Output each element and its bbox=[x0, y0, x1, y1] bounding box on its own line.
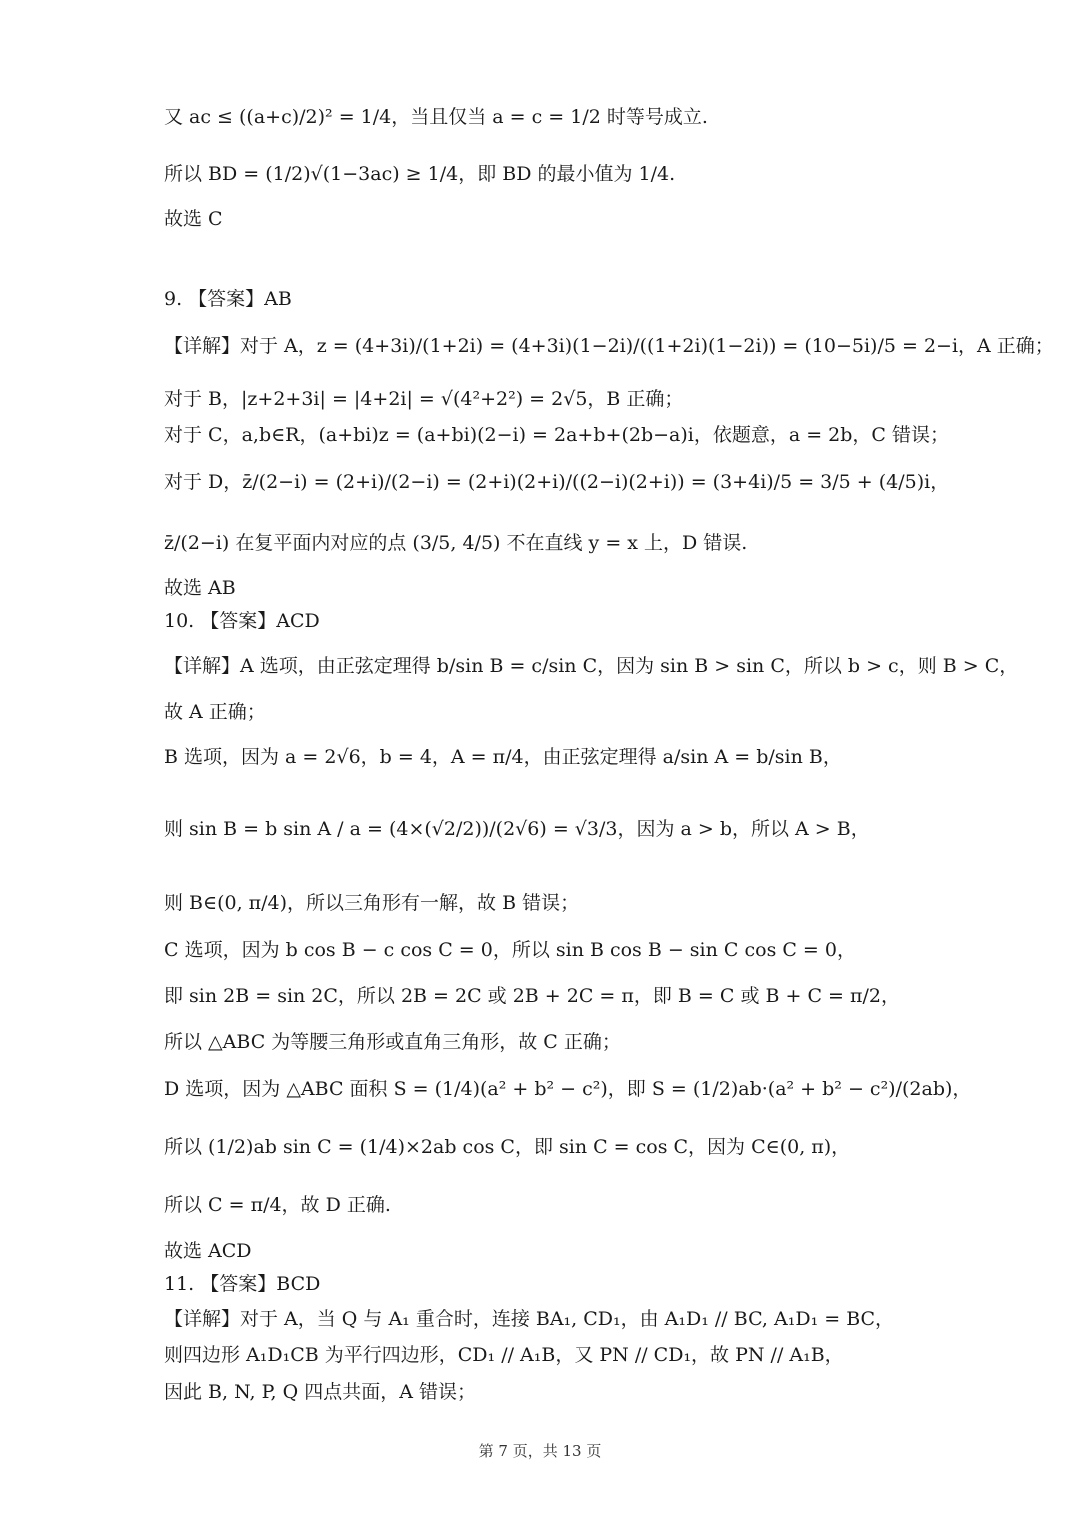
text-line: 所以 △ABC 为等腰三角形或直角三角形，故 C 正确； bbox=[164, 1031, 621, 1053]
text-line: 则 B∈(0, π/4)，所以三角形有一解，故 B 错误； bbox=[164, 892, 580, 914]
text-line: 对于 C，a,b∈R，(a+bi)z = (a+bi)(2−i) = 2a+b+(2b−a)i，依题意，a = 2b，C 错误； bbox=[164, 424, 949, 446]
text-line: z̄/(2−i) 在复平面内对应的点 (3/5, 4/5) 不在直线 y = x 上，D 错误. bbox=[164, 532, 748, 554]
answer-heading-10: 10. 【答案】ACD bbox=[164, 610, 320, 632]
answer-heading-11: 11. 【答案】BCD bbox=[164, 1273, 321, 1295]
text-line: D 选项，因为 △ABC 面积 S = (1/4)(a² + b² − c²)，即 S = (1/2)ab·(a² + b² − c²)/(2ab)， bbox=[164, 1078, 972, 1100]
text-line: 因此 B, N, P, Q 四点共面，A 错误； bbox=[164, 1381, 476, 1403]
text-line: 故选 AB bbox=[164, 577, 236, 599]
answer-heading-9: 9. 【答案】AB bbox=[164, 288, 292, 310]
text-line: 所以 C = π/4，故 D 正确. bbox=[164, 1194, 391, 1216]
text-line: 则 sin B = b sin A / a = (4×(√2/2))/(2√6) = √3/3，因为 a > b，所以 A > B， bbox=[164, 818, 870, 840]
text-line: 故选 ACD bbox=[164, 1240, 252, 1262]
text-line: 所以 BD = (1/2)√(1−3ac) ≥ 1/4，即 BD 的最小值为 1/4. bbox=[164, 163, 676, 185]
text-line: 故 A 正确； bbox=[164, 701, 266, 723]
text-line: C 选项，因为 b cos B − c cos C = 0，所以 sin B cos B − sin C cos C = 0， bbox=[164, 939, 856, 961]
text-line: 又 ac ≤ ((a+c)/2)² = 1/4，当且仅当 a = c = 1/2 时等号成立. bbox=[164, 106, 708, 128]
text-line: 【详解】对于 A，当 Q 与 A₁ 重合时，连接 BA₁, CD₁，由 A₁D₁ // BC, A₁D₁ = BC， bbox=[164, 1308, 895, 1330]
text-line: 【详解】对于 A，z = (4+3i)/(1+2i) = (4+3i)(1−2i)/((1+2i)(1−2i)) = (10−5i)/5 = 2−i，A 正确； bbox=[164, 335, 1054, 357]
text-line: 对于 B，|z+2+3i| = |4+2i| = √(4²+2²) = 2√5，B 正确； bbox=[164, 388, 684, 410]
text-line: 所以 (1/2)ab sin C = (1/4)×2ab cos C，即 sin C = cos C，因为 C∈(0, π)， bbox=[164, 1136, 851, 1158]
text-line: B 选项，因为 a = 2√6，b = 4，A = π/4，由正弦定理得 a/sin A = b/sin B， bbox=[164, 746, 842, 768]
text-line: 则四边形 A₁D₁CB 为平行四边形，CD₁ // A₁B，又 PN // CD₁，故 PN // A₁B， bbox=[164, 1344, 844, 1366]
text-line: 故选 C bbox=[164, 208, 223, 230]
text-line: 即 sin 2B = sin 2C，所以 2B = 2C 或 2B + 2C = π，即 B = C 或 B + C = π/2， bbox=[164, 985, 900, 1007]
text-line: 对于 D，z̄/(2−i) = (2+i)/(2−i) = (2+i)(2+i)/((2−i)(2+i)) = (3+4i)/5 = 3/5 + (4/5)i， bbox=[164, 471, 950, 493]
page-footer: 第 7 页，共 13 页 bbox=[478, 1442, 602, 1460]
text-line: 【详解】A 选项，由正弦定理得 b/sin B = c/sin C，因为 sin B > sin C，所以 b > c，则 B > C， bbox=[164, 655, 1019, 677]
